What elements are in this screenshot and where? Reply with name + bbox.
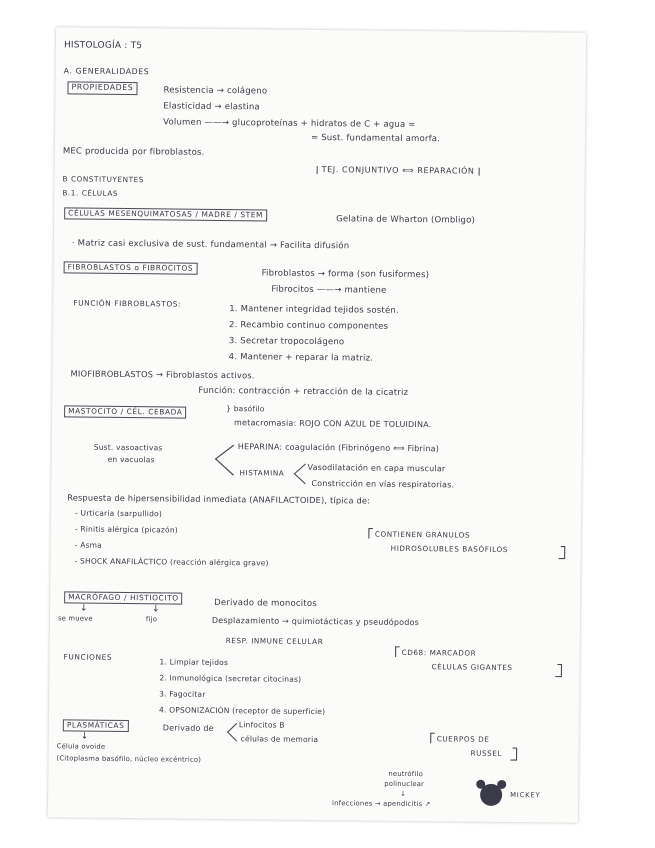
granulos-1: CONTIENEN GRÁNULOS	[374, 529, 471, 540]
sust-vasoactivas: Sust. vasoactivas	[93, 442, 163, 453]
plasma-brace	[225, 721, 239, 743]
fibro-func-3: 3. Secretar tropocolágeno	[228, 336, 345, 348]
arrow-down-icon: ↓	[152, 604, 160, 615]
macro-derivado: Derivado de monocitos	[214, 597, 317, 610]
respuesta-text: Respuesta de hipersensibilidad inmediata (ANAFILACTOIDE), típica de:	[67, 492, 371, 506]
plasma-linfocitos: Linfocitos B	[238, 720, 285, 730]
reaccion-1: - Urticaria (sarpullido)	[75, 508, 163, 519]
mec-note: TEJ. CONJUNTIVO ⟺ REPARACIÓN	[317, 166, 480, 176]
macro-resp-inmune: RESP. INMUNE CELULAR	[225, 636, 324, 647]
granulos-2: HIDROSOLUBLES BASÓFILOS	[390, 543, 509, 555]
celula-ovoide: Célula ovoide	[56, 742, 106, 751]
histamina-1: Vasodilatación en capa muscular	[307, 462, 446, 474]
mesenquimatosas-label: CÉLULAS MESENQUIMATOSAS / MADRE / STEM	[64, 207, 267, 222]
propiedades-label: PROPIEDADES	[67, 81, 137, 95]
histamina-label: HISTAMINA	[239, 468, 285, 478]
mastocito-label: MASTOCITO / CÉL. CEBADA	[64, 405, 186, 419]
heparina-text: HEPARINA: coagulación (Fibrinógeno ⟺ Fibrina)	[237, 442, 440, 454]
russel-2: RUSSEL	[470, 748, 503, 758]
fibro-line2: Fibrocitos ——→ mantiene	[271, 284, 387, 296]
fibro-func-4: 4. Mantener + reparar la matriz.	[228, 352, 374, 364]
footer-polinuclear: polinuclear	[384, 779, 425, 789]
mickey-logo-icon	[480, 784, 502, 806]
macro-func-3: 3. Fagocitar	[159, 689, 206, 699]
macrofago-label: MACRÓFAGO / HISTIOCITO	[64, 591, 183, 605]
matriz-note: · Matriz casi exclusiva de sust. fundamental → Facilita difusión	[71, 238, 350, 252]
histamina-2: Constricción en vías respiratorias.	[311, 478, 455, 490]
footer-arrow: ↓	[400, 789, 407, 798]
mastocito-brace	[211, 443, 235, 477]
arrow-down-icon: ↓	[80, 731, 89, 742]
fibroblastos-label: FIBROBLASTOS o FIBROCITOS	[64, 261, 198, 275]
prop-elasticidad: Elasticidad → elastina	[163, 101, 260, 113]
mastocito-metacromasia: metacromasia: ROJO CON AZUL DE TOLUIDINA.	[233, 418, 432, 430]
cd68-1: CD68: MARCADOR	[401, 647, 477, 658]
plasma-memoria: células de memoria	[240, 734, 319, 745]
plasma-citoplasma: (Citoplasma basófilo, núcleo excéntrico)	[56, 754, 202, 764]
footer-neutrofilo: neutrófilo	[388, 769, 423, 779]
notebook-page	[48, 27, 586, 823]
granulos-bracket	[369, 527, 565, 561]
section-generalidades: A. GENERALIDADES	[63, 66, 150, 77]
fibro-line1: Fibroblastos → forma (son fusiformes)	[261, 268, 430, 281]
se-mueve: se mueve	[57, 614, 93, 623]
russel-1: CUERPOS DE	[436, 734, 490, 744]
russel-bracket	[430, 731, 516, 762]
brand-mickey: MICKEY	[510, 791, 541, 800]
funciones-label: FUNCIONES	[63, 652, 113, 662]
cd68-bracket	[395, 645, 561, 679]
footer-infecciones: infecciones → apendicitis ↗	[331, 799, 431, 809]
prop-resistencia: Resistencia → colágeno	[163, 85, 268, 97]
miofibro-line2: Función: contracción + retracción de la cicatriz	[198, 385, 409, 398]
macro-func-2: 2. Inmunológica (secretar citocinas)	[159, 673, 302, 684]
wharton-text: Gelatina de Wharton (Ombligo)	[336, 214, 476, 226]
prop-sust-amorfa: = Sust. fundamental amorfa.	[310, 132, 441, 145]
plasmaticas-label: PLASMÁTICAS	[63, 719, 129, 732]
mastocito-basofilo: } basófilo	[226, 404, 265, 414]
fibro-func-2: 2. Recambio continuo componentes	[228, 320, 389, 332]
constituyentes-heading: B CONSTITUYENTES	[62, 174, 145, 185]
cd68-2: CÉLULAS GIGANTES	[431, 662, 513, 673]
macro-func-4: 4. OPSONIZACIÓN (receptor de superficie)	[158, 705, 326, 717]
fijo: fijo	[145, 615, 158, 624]
page-title: HISTOLOGÍA : T5	[63, 40, 143, 52]
arrow-down-icon: ↓	[80, 603, 88, 614]
histamina-brace	[291, 462, 307, 486]
reaccion-3: - Asma	[74, 540, 103, 550]
prop-volumen: Volumen ——→ glucoproteínas + hidratos de C + agua =	[163, 117, 416, 131]
mec-text: MEC producida por fibroblastos.	[62, 146, 205, 158]
reaccion-4: - SHOCK ANAFILÁCTICO (reacción alérgica grave)	[74, 556, 269, 568]
fibro-func-1: 1. Mantener integridad tejidos sostén.	[229, 304, 399, 316]
celulas-heading: B.1. CÉLULAS	[62, 188, 119, 198]
en-vacuolas: en vacuolas	[107, 454, 155, 465]
reaccion-2: - Rinitis alérgica (picazón)	[74, 524, 178, 535]
miofibro-line1: MIOFIBROBLASTOS → Fibroblastos activos.	[70, 368, 255, 381]
macro-func-1: 1. Limpiar tejidos	[159, 657, 229, 668]
funcion-fibro-label: FUNCIÓN FIBROBLASTOS:	[73, 298, 182, 309]
plasma-derivado: Derivado de	[162, 723, 214, 733]
macro-desplazamiento: Desplazamiento → quimiotácticas y pseudópodos	[211, 615, 420, 628]
